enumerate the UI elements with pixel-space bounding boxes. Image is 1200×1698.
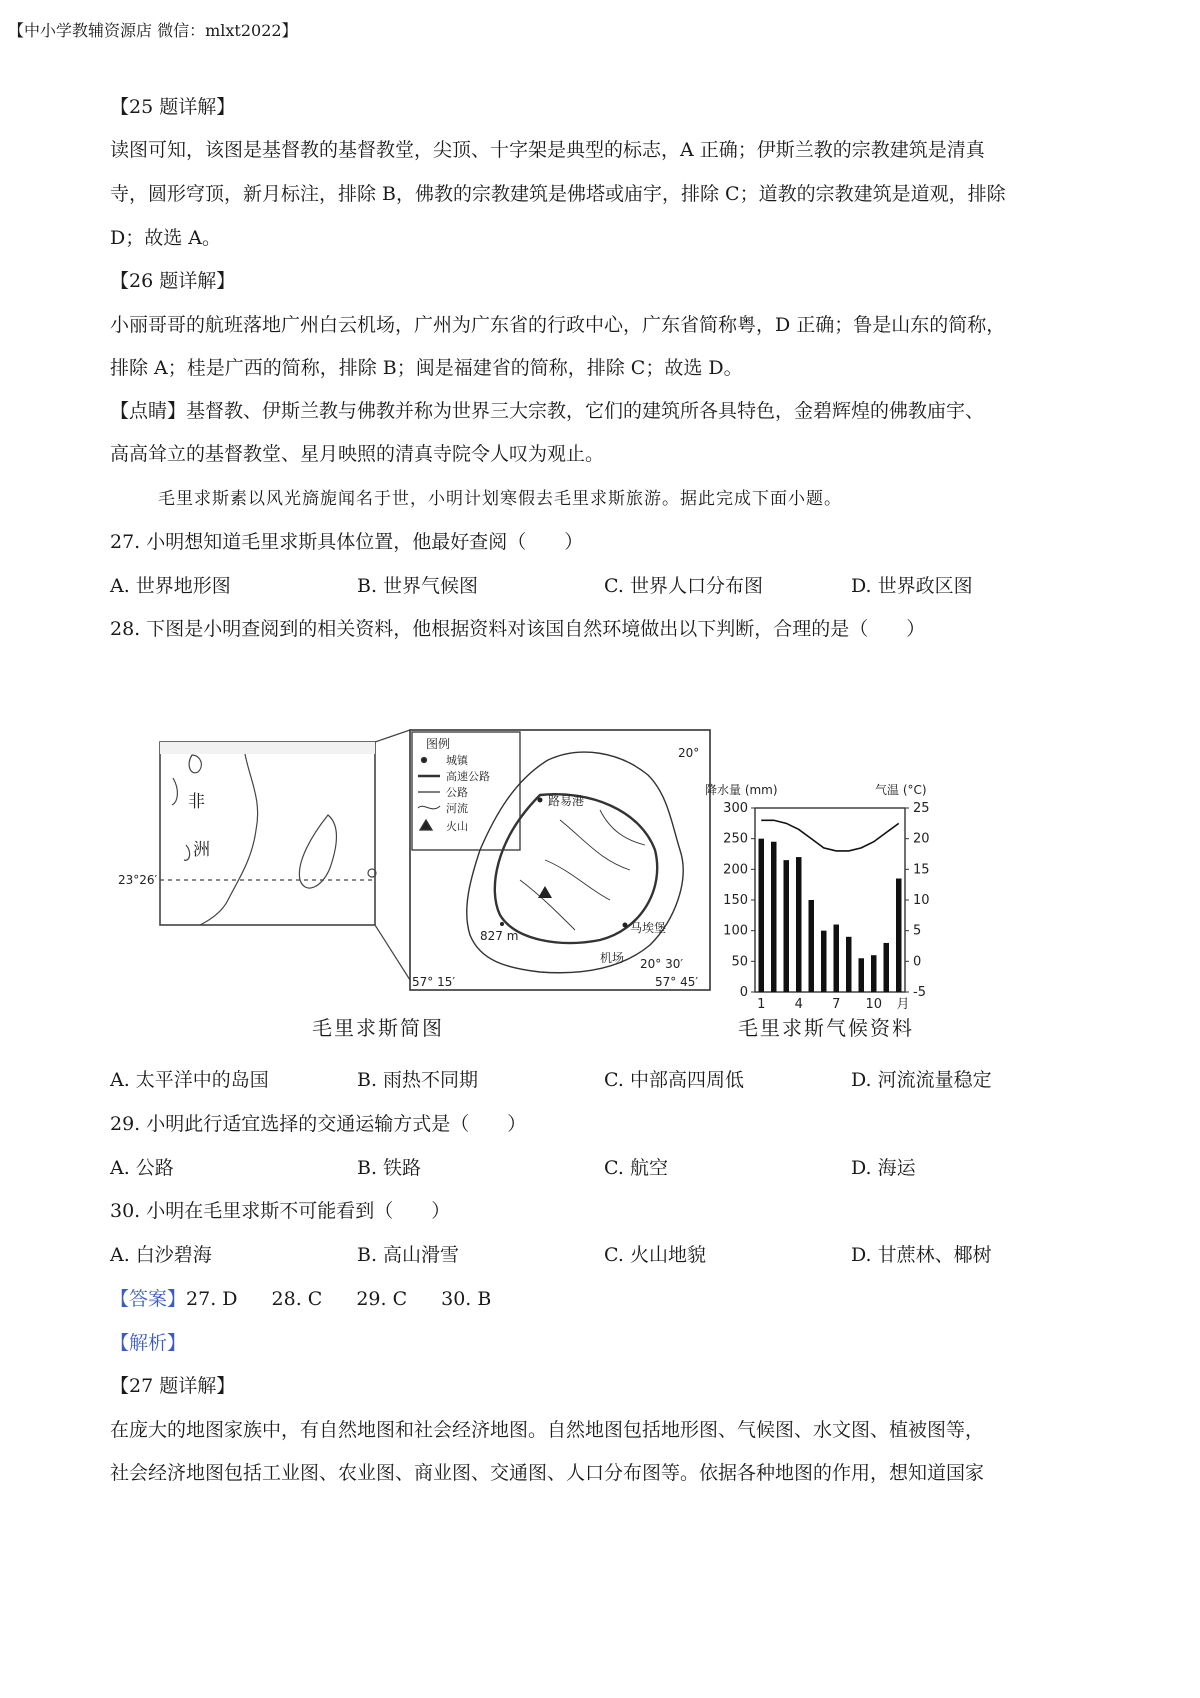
- q27-option-a: A. 世界地形图: [110, 575, 231, 597]
- q27-stem: 27. 小明想知道毛里求斯具体位置，他最好查阅（ ）: [110, 531, 584, 553]
- q28-option-d: D. 河流流量稳定: [851, 1069, 992, 1091]
- legend-item-volcano: 火山: [446, 820, 468, 833]
- y2-tick-label: 5: [913, 923, 922, 939]
- q29-stem: 29. 小明此行适宜选择的交通运输方式是（ ）: [110, 1113, 527, 1135]
- q27-detail-line: 在庞大的地图家族中，有自然地图和社会经济地图。自然地图包括地形图、气候图、水文图、植被图等，: [110, 1419, 985, 1441]
- legend-item-road: 公路: [446, 786, 468, 799]
- precipitation-bar: [884, 943, 890, 992]
- q27-detail-line: 社会经济地图包括工业图、农业图、商业图、交通图、人口分布图等。依据各种地图的作用，想知道国家: [110, 1462, 985, 1484]
- y2-tick-label: 15: [913, 862, 930, 878]
- q30-option-b: B. 高山滑雪: [357, 1244, 460, 1266]
- y-tick-label: 50: [731, 954, 748, 970]
- label-port-louis: 路易港: [548, 794, 585, 808]
- precipitation-bar: [821, 931, 827, 992]
- label-lat-2030: 20° 30′: [640, 957, 684, 971]
- q28-option-a: A. 太平洋中的岛国: [110, 1069, 269, 1091]
- q28-option-c: C. 中部高四周低: [604, 1069, 744, 1091]
- label-lat-20: 20°: [678, 746, 700, 760]
- x-tick-label: 10: [865, 997, 883, 1012]
- dianjing-line: 【点睛】基督教、伊斯兰教与佛教并称为世界三大宗教，它们的建筑所各具特色，金碧辉煌的佛教庙宇、: [110, 400, 985, 422]
- precipitation-bar: [846, 937, 852, 992]
- legend-item-town: 城镇: [446, 754, 468, 767]
- label-fei: 非: [188, 792, 205, 812]
- answer-label: 【答案】: [110, 1288, 187, 1310]
- q29-option-c: C. 航空: [604, 1157, 668, 1179]
- precipitation-bar: [771, 842, 777, 992]
- x-tick-label: 1: [757, 997, 766, 1012]
- answer-line: [110, 1286, 525, 1312]
- q25-line: 读图可知，该图是基督教的基督教堂，尖顶、十字架是典型的标志，A 正确；伊斯兰教的宗教建筑是清真: [110, 139, 985, 161]
- y2-tick-label: 20: [913, 831, 930, 847]
- legend-item-river: 河流: [446, 802, 468, 815]
- y-tick-label: 0: [739, 985, 748, 1000]
- y-tick-label: 200: [723, 862, 748, 878]
- q26-line: 小丽哥哥的航班落地广州白云机场，广州为广东省的行政中心，广东省简称粤，D 正确；鲁是山东的简称，: [110, 314, 1006, 336]
- q27-option-b: B. 世界气候图: [357, 575, 479, 597]
- label-peak: 827 m: [480, 929, 519, 943]
- q25-line: 寺，圆形穹顶，新月标注，排除 B，佛教的宗教建筑是佛塔或庙宇，排除 C；道教的宗教建筑是道观，排除: [110, 183, 1006, 205]
- x-tick-label: 7: [832, 997, 841, 1012]
- label-lon-5715: 57° 15′: [412, 975, 456, 989]
- x-axis-label: 月: [896, 997, 910, 1012]
- q26-line: 排除 A；桂是广西的简称，排除 B；闽是福建省的简称，排除 C；故选 D。: [110, 357, 743, 379]
- precipitation-bar: [796, 857, 802, 992]
- precipitation-bar: [834, 925, 840, 992]
- legend-item-expressway: 高速公路: [446, 770, 490, 783]
- q27-option-d: D. 世界政区图: [851, 575, 973, 597]
- peak-marker: [500, 922, 504, 926]
- y2-tick-label: 25: [913, 801, 930, 816]
- answer-item: 28. C: [271, 1288, 323, 1310]
- x-tick-label: 4: [794, 997, 803, 1012]
- q29-option-d: D. 海运: [851, 1157, 916, 1179]
- volcano-marker: [538, 886, 552, 898]
- climate-caption: 毛里求斯气候资料: [738, 1016, 914, 1040]
- y-tick-label: 150: [723, 893, 748, 908]
- q28-option-b: B. 雨热不同期: [357, 1069, 479, 1091]
- mauritius-main-map: [410, 730, 710, 990]
- q29-option-a: A. 公路: [110, 1157, 174, 1179]
- y-axis-label: 降水量 (mm): [705, 783, 778, 797]
- climate-chart: [705, 782, 930, 1012]
- precipitation-bar: [759, 839, 765, 992]
- q25-line: D；故选 A。: [110, 227, 221, 249]
- map-caption: 毛里求斯简图: [312, 1016, 444, 1040]
- label-lon-5745: 57° 45′: [655, 975, 699, 989]
- analysis-label: 【解析】: [110, 1332, 187, 1354]
- precipitation-bar: [896, 879, 902, 992]
- y-tick-label: 300: [723, 801, 748, 816]
- q25-title: 【25 题详解】: [110, 96, 236, 118]
- q30-option-d: D. 甘蔗林、椰树: [851, 1244, 992, 1266]
- precipitation-bar: [784, 860, 790, 992]
- precipitation-bar: [871, 955, 877, 992]
- answer-item: 29. C: [356, 1288, 408, 1310]
- q28-stem: 28. 下图是小明查阅到的相关资料，他根据资料对该国自然环境做出以下判断，合理的是（ ）: [110, 618, 926, 640]
- y2-tick-label: -5: [913, 985, 926, 1000]
- q27-option-c: C. 世界人口分布图: [604, 575, 763, 597]
- y2-tick-label: 0: [913, 954, 922, 970]
- precipitation-bar: [809, 900, 815, 992]
- answer-item: 27. D: [186, 1288, 238, 1310]
- label-zhou: 洲: [193, 840, 210, 860]
- y2-axis-label: 气温 (°C): [875, 783, 927, 797]
- town-marker: [623, 923, 628, 928]
- y2-tick-label: 10: [913, 893, 930, 908]
- q29-option-b: B. 铁路: [357, 1157, 422, 1179]
- q30-stem: 30. 小明在毛里求斯不可能看到（ ）: [110, 1200, 451, 1222]
- town-marker: [538, 798, 543, 803]
- answer-item: 30. B: [441, 1288, 492, 1310]
- label-airport: 机场: [600, 951, 625, 965]
- y-tick-label: 250: [723, 831, 748, 847]
- q26-title: 【26 题详解】: [110, 270, 236, 292]
- q30-option-a: A. 白沙碧海: [110, 1244, 212, 1266]
- temperature-line: [761, 820, 899, 851]
- reading-intro: 毛里求斯素以风光旖旎闻名于世，小明计划寒假去毛里求斯旅游。据此完成下面小题。: [158, 489, 842, 509]
- legend-title: 图例: [426, 737, 451, 751]
- dianjing-line: 高高耸立的基督教堂、星月映照的清真寺院令人叹为观止。: [110, 443, 605, 465]
- label-mahebourg: 马埃堡: [630, 921, 667, 935]
- precipitation-bar: [859, 958, 865, 992]
- tropic-label: 23°26′: [118, 873, 158, 887]
- y-tick-label: 100: [723, 923, 748, 939]
- q30-option-c: C. 火山地貌: [604, 1244, 706, 1266]
- q27-detail-title: 【27 题详解】: [110, 1375, 236, 1397]
- header-watermark: 【中小学教辅资源店 微信：mlxt2022】: [8, 21, 298, 40]
